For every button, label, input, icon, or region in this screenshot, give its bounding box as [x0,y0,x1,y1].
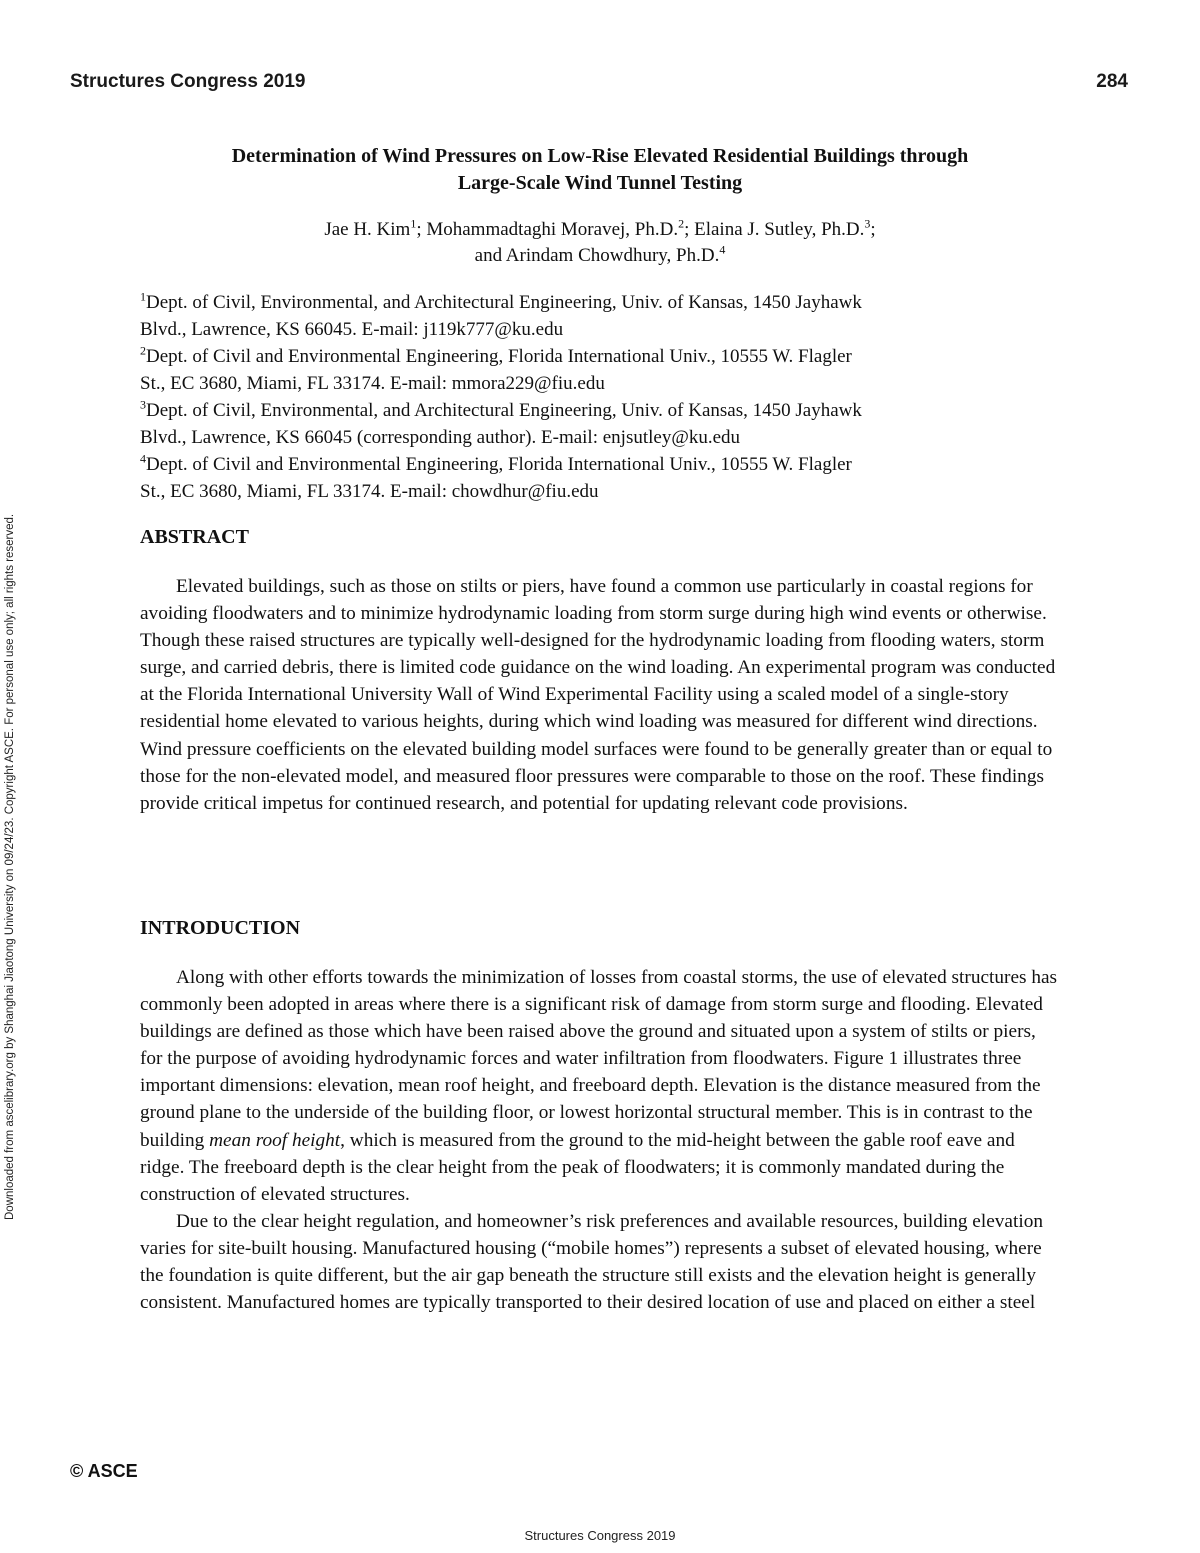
intro-paragraph-2: Due to the clear height regulation, and homeowner’s risk preferences and available resources, building elevation varies for site-built housing. Manufactured housing (“mobile homes”) represents a subset of elevated housing, where the foundation is quite different, but the air gap beneath the structure still exists and the elevation height is generally consistent. Manufactured homes are typically transported to their desired location of use and placed on either a steel [140,1210,1043,1314]
abstract-body [140,573,1060,817]
affiliation-sup: 2 [140,343,146,358]
affiliation-line: St., EC 3680, Miami, FL 33174. E-mail: chowdhur@fiu.edu [140,481,599,502]
affiliation-sup: 1 [140,289,146,304]
author-sup: 1 [410,216,417,231]
intro-paragraph-1 [140,964,1060,1208]
affiliation-line [140,343,1060,370]
affiliation-line: Blvd., Lawrence, KS 66045 (corresponding author). E-mail: enjsutley@ku.edu [140,427,741,448]
affiliation-text: Dept. of Civil, Environmental, and Architectural Engineering, Univ. of Kansas, 1450 Jayhawk [146,292,862,313]
download-notice: Downloaded from ascelibrary.org by Shanghai Jiaotong University on 09/24/23. Copyright ASCE. For personal use only; all rights reserved. [4,513,16,1220]
author-name: ; Mohammadtaghi Moravej, Ph.D. [416,219,679,240]
affiliation-sup: 3 [140,397,146,412]
author-line-2 [140,243,1060,269]
affiliations [140,289,1060,505]
affiliation-text: Dept. of Civil and Environmental Engineering, Florida International Univ., 10555 W. Flagler [146,346,852,367]
title-line-1: Determination of Wind Pressures on Low-Rise Elevated Residential Buildings through [231,145,969,167]
running-header: Structures Congress 2019 [70,71,306,92]
copyright-notice: © ASCE [70,1461,138,1481]
affiliation-line [140,397,1060,424]
author-separator: ; [870,219,876,240]
author-sup: 3 [864,216,871,231]
abstract-heading: ABSTRACT [140,526,249,548]
affiliation-text: Dept. of Civil and Environmental Engineering, Florida International Univ., 10555 W. Flagler [146,454,852,475]
title-line-2: Large-Scale Wind Tunnel Testing [457,172,743,194]
author-name: ; Elaina J. Sutley, Ph.D. [684,219,865,240]
page-number: 284 [1096,71,1128,92]
author-name: and Arindam Chowdhury, Ph.D. [474,245,720,266]
intro-emphasis: mean roof height [209,1129,341,1151]
author-name: Jae H. Kim [324,219,411,240]
intro-text: Along with other efforts towards the minimization of losses from coastal storms, the use of elevated structures has commonly been adopted in areas where there is a significant risk of damage from storm surge and flooding. Elevated buildings are defined as those which have been raised above the ground and situated upon a system of stilts or piers, for the purpose of avoiding hydrodynamic forces and water infiltration from floodwaters. Figure 1 illustrates three important dimensions: elevation, mean roof height, and freeboard depth. Elevation is the distance measured from the ground plane to the underside of the building floor, or lowest horizontal structural member. This is in contrast to the building [140,967,1058,1151]
intro-text: , which is measured from the ground to the mid-height between the gable roof eave and ridge. The freeboard depth is the clear height from the peak of floodwaters; it is commonly mandated during the construction of elevated structures. [140,1129,1015,1205]
page-footer: Structures Congress 2019 [524,1528,676,1543]
abstract-paragraph: Elevated buildings, such as those on stilts or piers, have found a common use particularly in coastal regions for avoiding floodwaters and to minimize hydrodynamic loading from storm surge during high wind events or otherwise. Though these raised structures are typically well-designed for the hydrodynamic loading from flooding waters, storm surge, and carried debris, there is limited code guidance on the wind loading. An experimental program was conducted at the Florida International University Wall of Wind Experimental Facility using a scaled model of a single-story residential home elevated to various heights, during which wind loading was measured for different wind directions. Wind pressure coefficients on the elevated building model surfaces were found to be generally greater than or equal to those for the non-elevated model, and measured floor pressures were comparable to those on the roof. These findings provide critical impetus for continued research, and potential for updating relevant code provisions. [140,576,1056,814]
affiliation-line [140,451,1060,478]
introduction-heading: INTRODUCTION [140,917,301,939]
affiliation-line: Blvd., Lawrence, KS 66045. E-mail: j119k777@ku.edu [140,319,564,340]
affiliation-line: St., EC 3680, Miami, FL 33174. E-mail: mmora229@fiu.edu [140,373,605,394]
paper-title [140,143,1060,197]
affiliation-text: Dept. of Civil, Environmental, and Architectural Engineering, Univ. of Kansas, 1450 Jayhawk [146,400,862,421]
affiliation-sup: 4 [140,451,146,466]
author-sup: 2 [678,216,685,231]
affiliation-line [140,289,1060,316]
author-list [140,217,1060,269]
introduction-body [140,964,1060,1316]
author-line-1 [140,217,1060,243]
author-sup: 4 [719,242,726,257]
